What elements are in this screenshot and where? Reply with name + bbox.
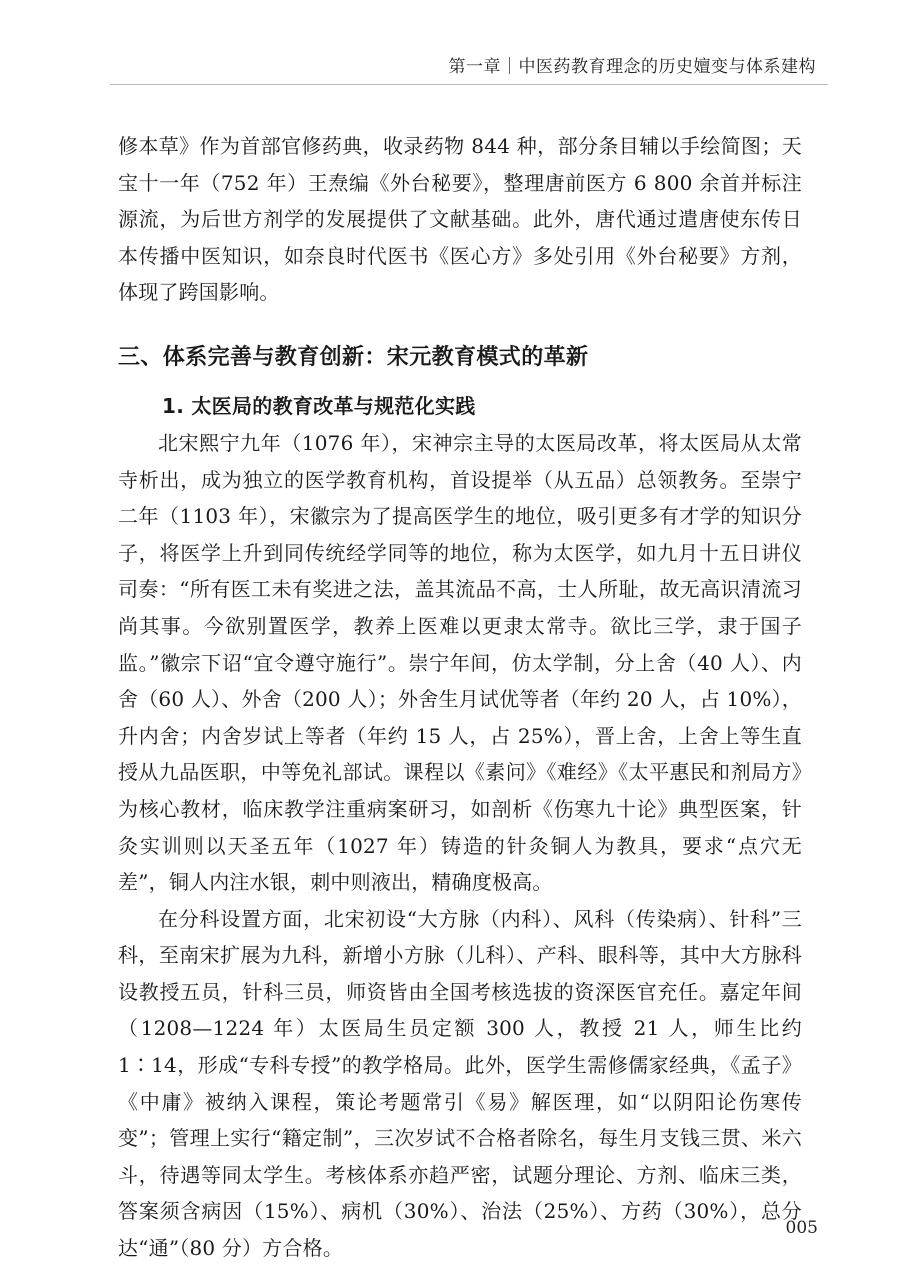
running-header: 第一章｜中医药教育理念的历史嬗变与体系建构 <box>448 57 816 77</box>
paragraph-continuation: 修本草》作为首部官修药典，收录药物 844 种，部分条目辅以手绘简图；天宝十一年（752 年）王焘编《外台秘要》，整理唐前医方 6 800 余首并标注源流，为后世方剂学的发展提供了文献基础。此外，唐代通过遣唐使东传日本传播中医知识，如奈良时代医书《医心方》多处引用《外台秘要》方剂，体现了跨国影响。 <box>118 134 802 305</box>
header-rule <box>110 84 828 85</box>
paragraph-taiyiju-reform: 北宋熙宁九年（1076 年），宋神宗主导的太医局改革，将太医局从太常寺析出，成为独立的医学教育机构，首设提举（从五品）总领教务。至崇宁二年（1103 年），宋徽宗为了提高医学生的地位，吸引更多有才学的知识分子，将医学上升到同传统经学同等的地位，称为太医学，如九月十五日讲仪司奏：“所有医工未有奖进之法，盖其流品不高，士人所耻，故无高识清流习尚其事。今欲别置医学，教养上医难以更隶太常寺。欲比三学，隶于国子监。”徽宗下诏“宜令遵守施行”。崇宁年间，仿太学制，分上舍（40 人）、内舍（60 人）、外舍（200 人）；外舍生月试优等者（年约 20 人，占 10%），升内舍；内舍岁试上等者（年约 15 人，占 25%），晋上舍，上舍上等生直授从九品医职，中等免礼部试。课程以《素问》《难经》《太平惠民和剂局方》为核心教材，临床教学注重病案研习，如剖析《伤寒九十论》典型医案，针灸实训则以天圣五年（1027 年）铸造的针灸铜人为教具，要求“点穴无差”，铜人内注水银，刺中则液出，精确度极高。 <box>118 430 802 895</box>
subsection-title: 1. 太医局的教育改革与规范化实践 <box>162 393 476 418</box>
section-title: 三、体系完善与教育创新：宋元教育模式的革新 <box>118 344 589 370</box>
page-number: 005 <box>785 1218 818 1238</box>
page-body <box>118 128 802 1267</box>
paragraph-specialty-division: 在分科设置方面，北宋初设“大方脉（内科）、风科（传染病）、针科”三科，至南宋扩展为九科，新增小方脉（儿科）、产科、眼科等，其中大方脉科设教授五员，针科三员，师资皆由全国考核选拔的资深医官充任。嘉定年间（1208—1224 年）太医局生员定额 300 人，教授 21 人，师生比约 1∶14，形成“专科专授”的教学格局。此外，医学生需修儒家经典，《孟子》《中庸》被纳入课程，策论考题常引《易》解医理，如“以阴阳论伤寒传变”；管理上实行“籍定制”，三次岁试不合格者除名，每生月支钱三贯、米六斗，待遇等同太学生。考核体系亦趋严密，试题分理论、方剂、临床三类，答案须含病因（15%）、病机（30%）、治法（25%）、方药（30%），总分达“通”（80 分）方合格。 <box>118 906 802 1261</box>
